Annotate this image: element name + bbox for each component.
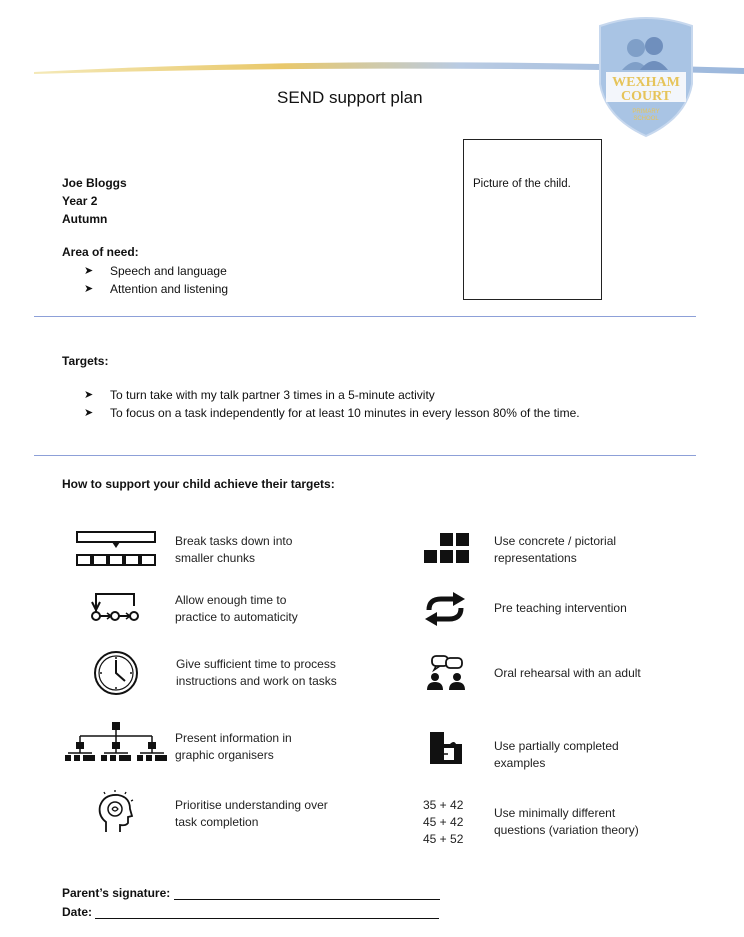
signature-line <box>174 887 440 900</box>
conversation-icon <box>424 654 468 692</box>
sums-icon: 35 + 42 45 + 42 45 + 52 <box>423 798 464 846</box>
area-of-need-heading: Area of need: <box>62 245 139 259</box>
strategy-text: Present information in graphic organisers <box>175 731 292 762</box>
targets-heading: Targets: <box>62 354 109 368</box>
list-item: ➤ Attention and listening <box>84 282 229 296</box>
divider <box>34 455 696 456</box>
strategy-text: Give sufficient time to process instructions and work on tasks <box>176 657 337 688</box>
strategy-text: Use minimally different questions (variation theory) <box>494 806 639 837</box>
strategy-text: Break tasks down into smaller chunks <box>175 534 293 565</box>
arrow-bullet-icon: ➤ <box>84 407 94 419</box>
support-heading: How to support your child achieve their targets: <box>62 477 335 491</box>
blocks-icon <box>421 532 471 566</box>
repeat-flow-icon <box>90 588 142 624</box>
student-term: Autumn <box>62 212 108 226</box>
arrow-bullet-icon: ➤ <box>84 265 94 277</box>
student-info <box>62 174 127 228</box>
logo-text-wexham: WEXHAM <box>612 75 680 90</box>
student-year: Year 2 <box>62 194 98 208</box>
date-line <box>95 906 439 919</box>
task-breakdown-icon <box>74 530 158 568</box>
school-logo <box>596 14 696 138</box>
clock-icon <box>93 650 139 696</box>
child-photo-placeholder <box>463 139 602 300</box>
date-field <box>62 905 439 919</box>
strategy-text: Oral rehearsal with an adult <box>494 666 641 680</box>
puzzle-icon <box>428 730 464 766</box>
list-item: ➤ To turn take with my talk partner 3 times in a 5-minute activity <box>84 388 435 402</box>
list-item: ➤ To focus on a task independently for at least 10 minutes in every lesson 80% of the time. <box>84 406 580 420</box>
divider <box>34 316 696 317</box>
list-item: ➤ Speech and language <box>84 264 227 278</box>
strategy-text: Prioritise understanding over task completion <box>175 798 328 829</box>
strategy-text: Use concrete / pictorial representations <box>494 534 617 565</box>
strategy-text: Use partially completed examples <box>494 739 619 770</box>
photo-placeholder-text: Picture of the child. <box>473 178 571 190</box>
strategy-text: Allow enough time to practice to automaticity <box>175 593 298 624</box>
logo-text-court: COURT <box>620 89 672 104</box>
hierarchy-icon <box>64 720 168 764</box>
student-name: Joe Bloggs <box>62 176 127 190</box>
signature-field <box>62 886 440 900</box>
targets-list <box>84 386 580 422</box>
arrow-bullet-icon: ➤ <box>84 389 94 401</box>
logo-text-school: SCHOOL <box>633 116 659 122</box>
area-of-need-list <box>84 262 228 298</box>
date-label: Date: <box>62 905 93 919</box>
page-title: SEND support plan <box>277 88 423 107</box>
cycle-arrows-icon <box>423 592 467 626</box>
arrow-bullet-icon: ➤ <box>84 283 94 295</box>
logo-text-primary: PRIMARY <box>632 109 660 115</box>
brain-head-icon <box>94 790 136 836</box>
signature-label: Parent’s signature: <box>62 886 171 900</box>
strategy-text: Pre teaching intervention <box>494 601 627 615</box>
